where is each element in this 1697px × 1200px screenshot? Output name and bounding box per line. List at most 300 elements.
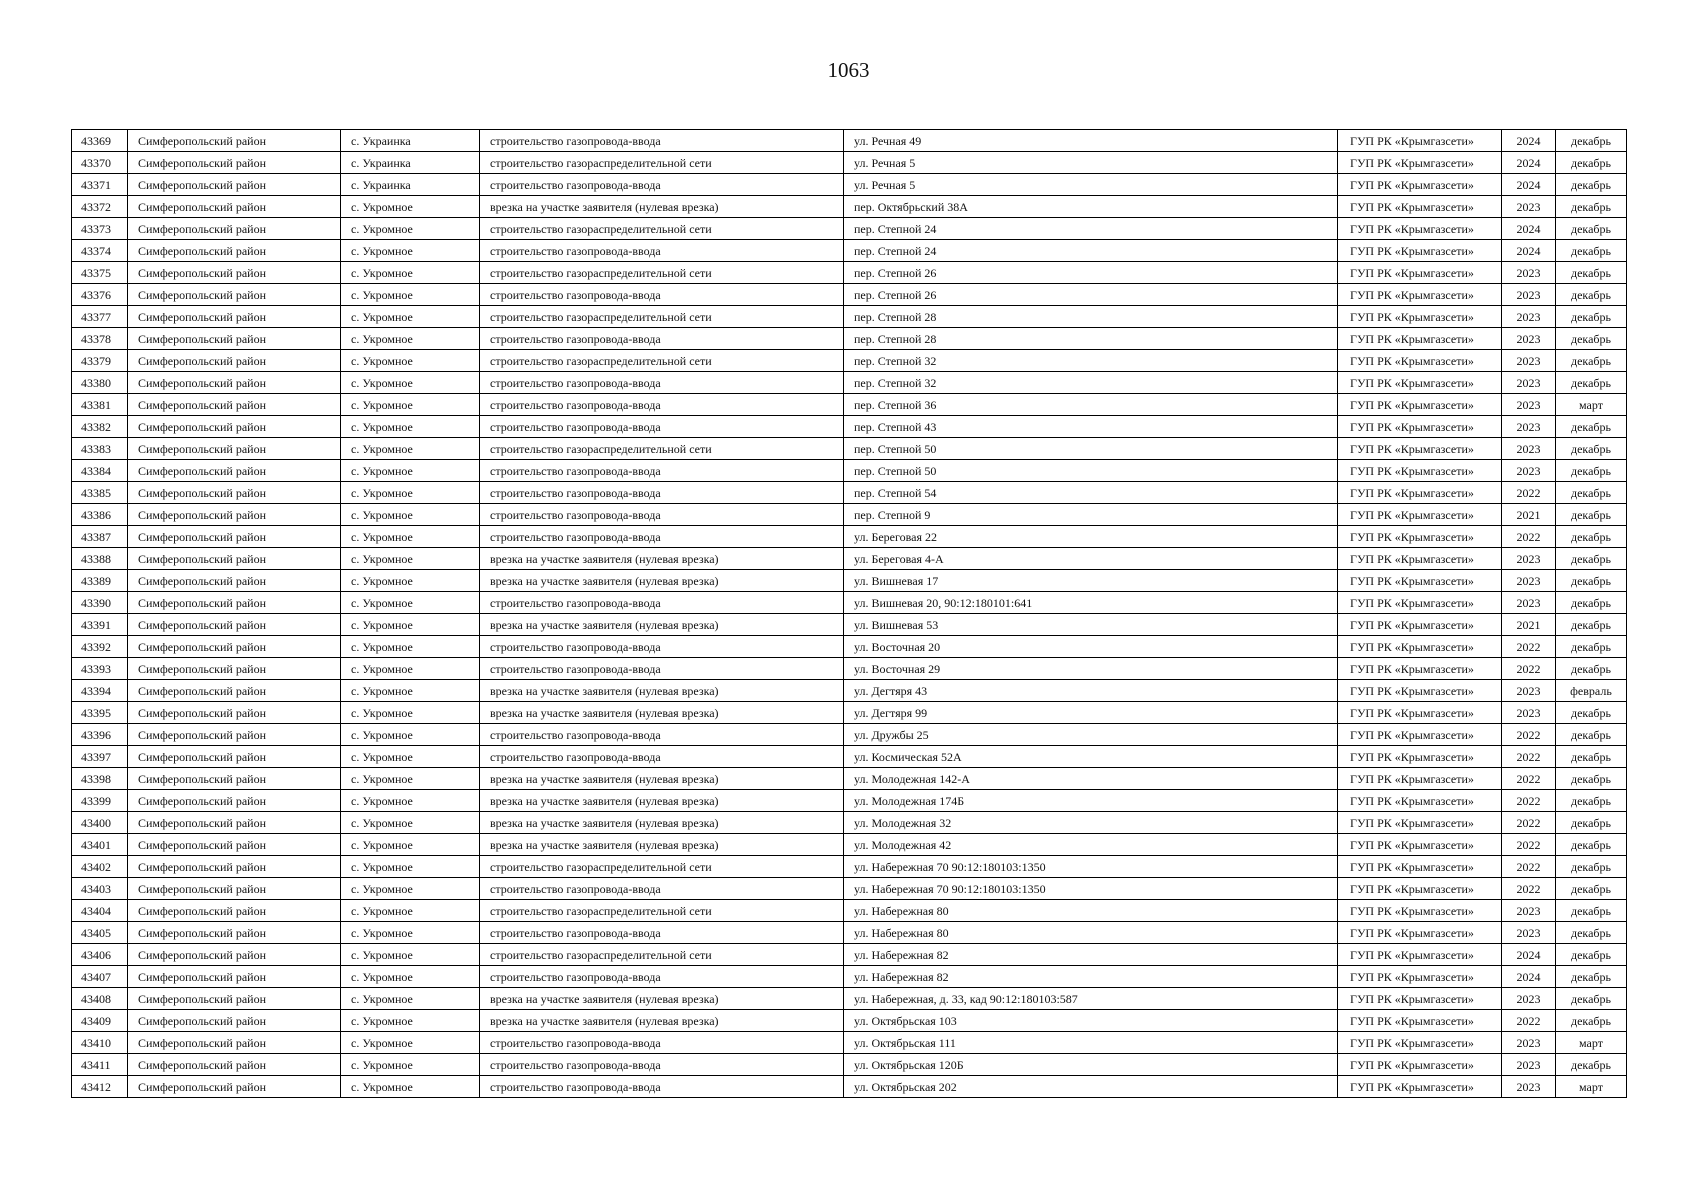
cell-organization: ГУП РК «Крымгазсети»	[1338, 746, 1502, 768]
cell-number: 43390	[72, 592, 128, 614]
cell-number: 43382	[72, 416, 128, 438]
cell-address: ул. Речная 49	[844, 130, 1338, 152]
cell-address: пер. Степной 28	[844, 306, 1338, 328]
cell-number: 43380	[72, 372, 128, 394]
cell-district: Симферопольский район	[128, 416, 341, 438]
cell-organization: ГУП РК «Крымгазсети»	[1338, 526, 1502, 548]
cell-district: Симферопольский район	[128, 372, 341, 394]
cell-month: декабрь	[1556, 702, 1627, 724]
cell-month: март	[1556, 1076, 1627, 1098]
cell-year: 2022	[1502, 724, 1556, 746]
cell-district: Симферопольский район	[128, 328, 341, 350]
cell-district: Симферопольский район	[128, 394, 341, 416]
cell-work-type: строительство газораспределительной сети	[480, 438, 844, 460]
cell-organization: ГУП РК «Крымгазсети»	[1338, 548, 1502, 570]
cell-month: декабрь	[1556, 966, 1627, 988]
table-row	[72, 680, 1627, 702]
cell-year: 2022	[1502, 878, 1556, 900]
cell-locality: с. Укромное	[341, 966, 480, 988]
table-row	[72, 944, 1627, 966]
cell-locality: с. Укромное	[341, 746, 480, 768]
cell-year: 2023	[1502, 284, 1556, 306]
table-row	[72, 658, 1627, 680]
cell-year: 2022	[1502, 768, 1556, 790]
cell-address: ул. Набережная 80	[844, 922, 1338, 944]
table-row	[72, 504, 1627, 526]
cell-address: пер. Степной 28	[844, 328, 1338, 350]
cell-district: Симферопольский район	[128, 900, 341, 922]
table-row	[72, 988, 1627, 1010]
cell-organization: ГУП РК «Крымгазсети»	[1338, 1032, 1502, 1054]
cell-district: Симферопольский район	[128, 1054, 341, 1076]
table-row	[72, 240, 1627, 262]
cell-number: 43400	[72, 812, 128, 834]
cell-district: Симферопольский район	[128, 1076, 341, 1098]
table-row	[72, 900, 1627, 922]
cell-organization: ГУП РК «Крымгазсети»	[1338, 394, 1502, 416]
cell-work-type: врезка на участке заявителя (нулевая врезка)	[480, 196, 844, 218]
cell-organization: ГУП РК «Крымгазсети»	[1338, 1076, 1502, 1098]
cell-address: пер. Степной 54	[844, 482, 1338, 504]
cell-locality: с. Укромное	[341, 460, 480, 482]
cell-organization: ГУП РК «Крымгазсети»	[1338, 768, 1502, 790]
cell-locality: с. Укромное	[341, 394, 480, 416]
cell-locality: с. Укромное	[341, 1010, 480, 1032]
cell-locality: с. Украинка	[341, 130, 480, 152]
cell-year: 2022	[1502, 636, 1556, 658]
cell-number: 43401	[72, 834, 128, 856]
cell-district: Симферопольский район	[128, 438, 341, 460]
cell-address: ул. Набережная 70 90:12:180103:1350	[844, 878, 1338, 900]
cell-address: пер. Степной 32	[844, 350, 1338, 372]
cell-locality: с. Укромное	[341, 922, 480, 944]
cell-number: 43375	[72, 262, 128, 284]
cell-address: пер. Степной 36	[844, 394, 1338, 416]
cell-district: Симферопольский район	[128, 790, 341, 812]
cell-work-type: строительство газопровода-ввода	[480, 658, 844, 680]
cell-address: ул. Восточная 20	[844, 636, 1338, 658]
cell-month: декабрь	[1556, 922, 1627, 944]
cell-month: декабрь	[1556, 328, 1627, 350]
cell-month: декабрь	[1556, 614, 1627, 636]
table-row	[72, 1032, 1627, 1054]
cell-organization: ГУП РК «Крымгазсети»	[1338, 1010, 1502, 1032]
cell-locality: с. Укромное	[341, 856, 480, 878]
cell-work-type: врезка на участке заявителя (нулевая врезка)	[480, 614, 844, 636]
cell-organization: ГУП РК «Крымгазсети»	[1338, 966, 1502, 988]
table-row	[72, 460, 1627, 482]
cell-number: 43372	[72, 196, 128, 218]
cell-address: ул. Береговая 4-А	[844, 548, 1338, 570]
table-row	[72, 196, 1627, 218]
cell-organization: ГУП РК «Крымгазсети»	[1338, 504, 1502, 526]
cell-locality: с. Укромное	[341, 262, 480, 284]
cell-number: 43407	[72, 966, 128, 988]
cell-number: 43398	[72, 768, 128, 790]
cell-year: 2023	[1502, 416, 1556, 438]
cell-month: декабрь	[1556, 482, 1627, 504]
cell-year: 2023	[1502, 350, 1556, 372]
cell-district: Симферопольский район	[128, 592, 341, 614]
cell-year: 2023	[1502, 570, 1556, 592]
cell-organization: ГУП РК «Крымгазсети»	[1338, 658, 1502, 680]
cell-year: 2023	[1502, 438, 1556, 460]
cell-district: Симферопольский район	[128, 350, 341, 372]
cell-month: декабрь	[1556, 988, 1627, 1010]
cell-work-type: строительство газораспределительной сети	[480, 900, 844, 922]
cell-district: Симферопольский район	[128, 548, 341, 570]
cell-work-type: строительство газопровода-ввода	[480, 966, 844, 988]
cell-organization: ГУП РК «Крымгазсети»	[1338, 922, 1502, 944]
cell-organization: ГУП РК «Крымгазсети»	[1338, 614, 1502, 636]
cell-month: декабрь	[1556, 548, 1627, 570]
cell-district: Симферопольский район	[128, 658, 341, 680]
cell-district: Симферопольский район	[128, 174, 341, 196]
cell-month: декабрь	[1556, 152, 1627, 174]
cell-year: 2022	[1502, 856, 1556, 878]
cell-month: декабрь	[1556, 504, 1627, 526]
cell-district: Симферопольский район	[128, 812, 341, 834]
cell-locality: с. Укромное	[341, 284, 480, 306]
gasification-table	[71, 129, 1627, 1098]
cell-locality: с. Укромное	[341, 768, 480, 790]
cell-organization: ГУП РК «Крымгазсети»	[1338, 944, 1502, 966]
cell-number: 43383	[72, 438, 128, 460]
cell-address: пер. Октябрьский 38А	[844, 196, 1338, 218]
cell-number: 43394	[72, 680, 128, 702]
cell-locality: с. Укромное	[341, 570, 480, 592]
cell-district: Симферопольский район	[128, 196, 341, 218]
cell-organization: ГУП РК «Крымгазсети»	[1338, 240, 1502, 262]
cell-year: 2023	[1502, 262, 1556, 284]
cell-year: 2023	[1502, 196, 1556, 218]
cell-number: 43370	[72, 152, 128, 174]
table-row	[72, 548, 1627, 570]
cell-work-type: строительство газопровода-ввода	[480, 394, 844, 416]
cell-work-type: врезка на участке заявителя (нулевая врезка)	[480, 570, 844, 592]
cell-work-type: строительство газораспределительной сети	[480, 944, 844, 966]
cell-number: 43412	[72, 1076, 128, 1098]
cell-address: ул. Набережная 80	[844, 900, 1338, 922]
cell-month: декабрь	[1556, 284, 1627, 306]
cell-organization: ГУП РК «Крымгазсети»	[1338, 306, 1502, 328]
cell-district: Симферопольский район	[128, 746, 341, 768]
cell-organization: ГУП РК «Крымгазсети»	[1338, 460, 1502, 482]
cell-number: 43408	[72, 988, 128, 1010]
cell-district: Симферопольский район	[128, 152, 341, 174]
cell-month: декабрь	[1556, 768, 1627, 790]
cell-year: 2023	[1502, 372, 1556, 394]
cell-address: пер. Степной 24	[844, 240, 1338, 262]
cell-year: 2023	[1502, 592, 1556, 614]
cell-month: декабрь	[1556, 812, 1627, 834]
cell-locality: с. Укромное	[341, 350, 480, 372]
cell-locality: с. Укромное	[341, 1054, 480, 1076]
cell-organization: ГУП РК «Крымгазсети»	[1338, 218, 1502, 240]
cell-address: ул. Космическая 52А	[844, 746, 1338, 768]
cell-month: декабрь	[1556, 438, 1627, 460]
cell-work-type: строительство газопровода-ввода	[480, 130, 844, 152]
cell-organization: ГУП РК «Крымгазсети»	[1338, 812, 1502, 834]
cell-number: 43384	[72, 460, 128, 482]
cell-locality: с. Укромное	[341, 372, 480, 394]
cell-year: 2023	[1502, 1032, 1556, 1054]
cell-address: ул. Молодежная 174Б	[844, 790, 1338, 812]
cell-year: 2024	[1502, 174, 1556, 196]
cell-work-type: врезка на участке заявителя (нулевая врезка)	[480, 812, 844, 834]
cell-district: Симферопольский район	[128, 834, 341, 856]
cell-locality: с. Укромное	[341, 218, 480, 240]
cell-organization: ГУП РК «Крымгазсети»	[1338, 438, 1502, 460]
table-row	[72, 284, 1627, 306]
cell-organization: ГУП РК «Крымгазсети»	[1338, 790, 1502, 812]
cell-locality: с. Украинка	[341, 174, 480, 196]
cell-work-type: строительство газопровода-ввода	[480, 1032, 844, 1054]
cell-organization: ГУП РК «Крымгазсети»	[1338, 988, 1502, 1010]
cell-district: Симферопольский район	[128, 614, 341, 636]
cell-district: Симферопольский район	[128, 636, 341, 658]
cell-month: декабрь	[1556, 218, 1627, 240]
cell-work-type: строительство газораспределительной сети	[480, 306, 844, 328]
cell-year: 2022	[1502, 526, 1556, 548]
cell-work-type: строительство газопровода-ввода	[480, 724, 844, 746]
cell-work-type: строительство газопровода-ввода	[480, 922, 844, 944]
cell-month: декабрь	[1556, 658, 1627, 680]
cell-district: Симферопольский район	[128, 284, 341, 306]
cell-work-type: врезка на участке заявителя (нулевая врезка)	[480, 834, 844, 856]
page-number: 1063	[827, 58, 870, 82]
cell-locality: с. Укромное	[341, 592, 480, 614]
cell-district: Симферопольский район	[128, 526, 341, 548]
cell-district: Симферопольский район	[128, 724, 341, 746]
cell-address: ул. Молодежная 42	[844, 834, 1338, 856]
cell-locality: с. Укромное	[341, 636, 480, 658]
cell-number: 43403	[72, 878, 128, 900]
table-row	[72, 306, 1627, 328]
cell-work-type: строительство газопровода-ввода	[480, 1076, 844, 1098]
cell-number: 43397	[72, 746, 128, 768]
cell-address: ул. Набережная 82	[844, 966, 1338, 988]
table-row	[72, 438, 1627, 460]
cell-work-type: строительство газопровода-ввода	[480, 174, 844, 196]
table-row	[72, 350, 1627, 372]
table-row	[72, 174, 1627, 196]
cell-year: 2022	[1502, 1010, 1556, 1032]
cell-address: пер. Степной 50	[844, 460, 1338, 482]
cell-number: 43385	[72, 482, 128, 504]
cell-month: декабрь	[1556, 790, 1627, 812]
cell-district: Симферопольский район	[128, 262, 341, 284]
cell-district: Симферопольский район	[128, 460, 341, 482]
cell-district: Симферопольский район	[128, 702, 341, 724]
cell-locality: с. Укромное	[341, 944, 480, 966]
cell-organization: ГУП РК «Крымгазсети»	[1338, 328, 1502, 350]
cell-locality: с. Украинка	[341, 152, 480, 174]
cell-number: 43387	[72, 526, 128, 548]
cell-work-type: врезка на участке заявителя (нулевая врезка)	[480, 680, 844, 702]
cell-address: пер. Степной 43	[844, 416, 1338, 438]
cell-month: декабрь	[1556, 526, 1627, 548]
cell-month: декабрь	[1556, 878, 1627, 900]
cell-locality: с. Укромное	[341, 328, 480, 350]
cell-number: 43410	[72, 1032, 128, 1054]
cell-locality: с. Укромное	[341, 196, 480, 218]
cell-locality: с. Укромное	[341, 526, 480, 548]
cell-work-type: строительство газораспределительной сети	[480, 856, 844, 878]
cell-organization: ГУП РК «Крымгазсети»	[1338, 152, 1502, 174]
cell-district: Симферопольский район	[128, 1010, 341, 1032]
cell-number: 43378	[72, 328, 128, 350]
cell-locality: с. Укромное	[341, 680, 480, 702]
cell-organization: ГУП РК «Крымгазсети»	[1338, 878, 1502, 900]
cell-address: пер. Степной 32	[844, 372, 1338, 394]
cell-year: 2024	[1502, 152, 1556, 174]
cell-month: декабрь	[1556, 834, 1627, 856]
cell-work-type: строительство газопровода-ввода	[480, 504, 844, 526]
cell-organization: ГУП РК «Крымгазсети»	[1338, 416, 1502, 438]
cell-locality: с. Укромное	[341, 702, 480, 724]
cell-month: декабрь	[1556, 746, 1627, 768]
cell-address: ул. Набережная 82	[844, 944, 1338, 966]
table-row	[72, 812, 1627, 834]
cell-work-type: строительство газопровода-ввода	[480, 416, 844, 438]
cell-work-type: врезка на участке заявителя (нулевая врезка)	[480, 790, 844, 812]
cell-work-type: строительство газораспределительной сети	[480, 350, 844, 372]
cell-month: декабрь	[1556, 174, 1627, 196]
cell-organization: ГУП РК «Крымгазсети»	[1338, 636, 1502, 658]
cell-district: Симферопольский район	[128, 944, 341, 966]
cell-district: Симферопольский район	[128, 306, 341, 328]
cell-month: декабрь	[1556, 856, 1627, 878]
cell-month: февраль	[1556, 680, 1627, 702]
cell-year: 2023	[1502, 460, 1556, 482]
table-row	[72, 592, 1627, 614]
cell-number: 43392	[72, 636, 128, 658]
cell-locality: с. Укромное	[341, 834, 480, 856]
cell-address: ул. Молодежная 142-А	[844, 768, 1338, 790]
cell-district: Симферопольский район	[128, 218, 341, 240]
cell-work-type: строительство газопровода-ввода	[480, 328, 844, 350]
cell-organization: ГУП РК «Крымгазсети»	[1338, 702, 1502, 724]
cell-address: ул. Дегтяря 43	[844, 680, 1338, 702]
cell-month: декабрь	[1556, 724, 1627, 746]
cell-year: 2024	[1502, 966, 1556, 988]
cell-locality: с. Укромное	[341, 416, 480, 438]
cell-month: декабрь	[1556, 416, 1627, 438]
cell-district: Симферопольский район	[128, 988, 341, 1010]
cell-address: ул. Дегтяря 99	[844, 702, 1338, 724]
cell-organization: ГУП РК «Крымгазсети»	[1338, 262, 1502, 284]
cell-address: ул. Октябрьская 111	[844, 1032, 1338, 1054]
cell-year: 2023	[1502, 988, 1556, 1010]
cell-year: 2024	[1502, 240, 1556, 262]
table-row	[72, 328, 1627, 350]
cell-number: 43389	[72, 570, 128, 592]
cell-month: декабрь	[1556, 592, 1627, 614]
cell-number: 43373	[72, 218, 128, 240]
cell-month: декабрь	[1556, 460, 1627, 482]
cell-year: 2023	[1502, 548, 1556, 570]
table-body	[72, 130, 1627, 1098]
cell-organization: ГУП РК «Крымгазсети»	[1338, 174, 1502, 196]
table-row	[72, 636, 1627, 658]
cell-year: 2023	[1502, 306, 1556, 328]
cell-month: декабрь	[1556, 372, 1627, 394]
cell-district: Симферопольский район	[128, 482, 341, 504]
cell-district: Симферопольский район	[128, 856, 341, 878]
table-row	[72, 724, 1627, 746]
cell-district: Симферопольский район	[128, 922, 341, 944]
cell-work-type: врезка на участке заявителя (нулевая врезка)	[480, 548, 844, 570]
cell-locality: с. Укромное	[341, 482, 480, 504]
cell-month: март	[1556, 394, 1627, 416]
cell-organization: ГУП РК «Крымгазсети»	[1338, 570, 1502, 592]
cell-work-type: строительство газопровода-ввода	[480, 592, 844, 614]
cell-work-type: строительство газопровода-ввода	[480, 482, 844, 504]
cell-organization: ГУП РК «Крымгазсети»	[1338, 856, 1502, 878]
cell-number: 43388	[72, 548, 128, 570]
cell-address: пер. Степной 26	[844, 262, 1338, 284]
cell-locality: с. Укромное	[341, 240, 480, 262]
table-row	[72, 1076, 1627, 1098]
cell-number: 43377	[72, 306, 128, 328]
cell-work-type: врезка на участке заявителя (нулевая врезка)	[480, 768, 844, 790]
cell-month: декабрь	[1556, 1054, 1627, 1076]
cell-organization: ГУП РК «Крымгазсети»	[1338, 724, 1502, 746]
cell-month: декабрь	[1556, 130, 1627, 152]
cell-locality: с. Укромное	[341, 724, 480, 746]
cell-number: 43411	[72, 1054, 128, 1076]
table-row	[72, 922, 1627, 944]
table-row	[72, 394, 1627, 416]
table-row	[72, 372, 1627, 394]
cell-address: ул. Набережная 70 90:12:180103:1350	[844, 856, 1338, 878]
cell-organization: ГУП РК «Крымгазсети»	[1338, 350, 1502, 372]
cell-work-type: врезка на участке заявителя (нулевая врезка)	[480, 1010, 844, 1032]
cell-work-type: строительство газопровода-ввода	[480, 372, 844, 394]
cell-work-type: строительство газопровода-ввода	[480, 284, 844, 306]
cell-number: 43386	[72, 504, 128, 526]
cell-district: Симферопольский район	[128, 768, 341, 790]
cell-year: 2023	[1502, 922, 1556, 944]
cell-month: декабрь	[1556, 196, 1627, 218]
cell-organization: ГУП РК «Крымгазсети»	[1338, 130, 1502, 152]
cell-year: 2021	[1502, 614, 1556, 636]
cell-number: 43402	[72, 856, 128, 878]
cell-number: 43379	[72, 350, 128, 372]
cell-number: 43409	[72, 1010, 128, 1032]
cell-organization: ГУП РК «Крымгазсети»	[1338, 900, 1502, 922]
cell-month: декабрь	[1556, 1010, 1627, 1032]
cell-work-type: строительство газораспределительной сети	[480, 218, 844, 240]
cell-number: 43404	[72, 900, 128, 922]
cell-work-type: строительство газопровода-ввода	[480, 526, 844, 548]
cell-year: 2022	[1502, 482, 1556, 504]
cell-address: ул. Октябрьская 120Б	[844, 1054, 1338, 1076]
cell-address: ул. Вишневая 20, 90:12:180101:641	[844, 592, 1338, 614]
cell-address: ул. Дружбы 25	[844, 724, 1338, 746]
cell-number: 43376	[72, 284, 128, 306]
cell-district: Симферопольский район	[128, 680, 341, 702]
cell-organization: ГУП РК «Крымгазсети»	[1338, 196, 1502, 218]
cell-locality: с. Укромное	[341, 988, 480, 1010]
table-row	[72, 614, 1627, 636]
cell-address: ул. Октябрьская 103	[844, 1010, 1338, 1032]
cell-work-type: врезка на участке заявителя (нулевая врезка)	[480, 988, 844, 1010]
cell-month: декабрь	[1556, 636, 1627, 658]
cell-month: декабрь	[1556, 350, 1627, 372]
cell-number: 43371	[72, 174, 128, 196]
